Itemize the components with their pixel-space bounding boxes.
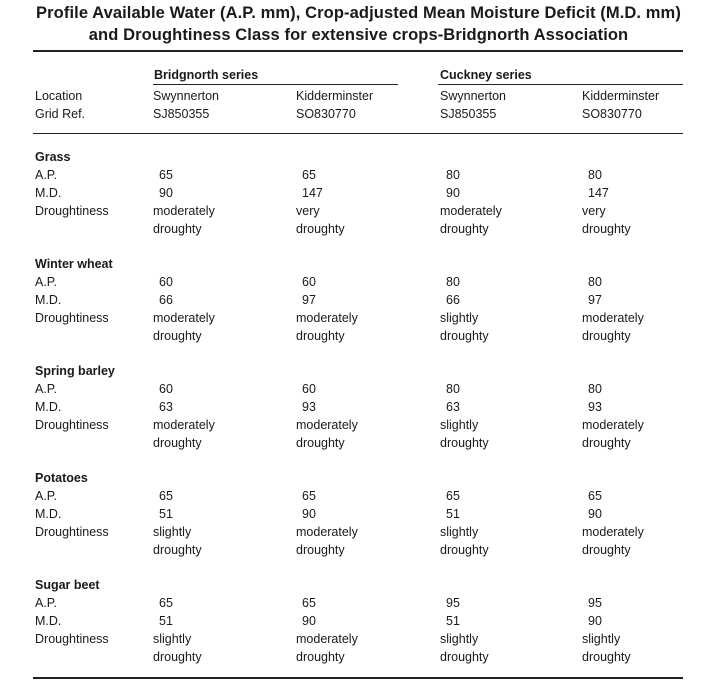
series-rule-cuckney <box>438 84 683 85</box>
droughtiness-row <box>0 309 717 327</box>
table-cell: moderately <box>582 418 644 432</box>
table-cell: 90 <box>302 614 316 628</box>
table-cell: moderately <box>153 204 215 218</box>
table-cell: 51 <box>159 614 173 628</box>
crop-name: Sugar beet <box>35 578 100 592</box>
table-cell: 80 <box>446 275 460 289</box>
table-cell: slightly <box>440 525 479 539</box>
table-cell: moderately <box>582 311 644 325</box>
table-cell: droughty <box>440 650 489 664</box>
md-row <box>0 612 717 630</box>
table-cell: droughty <box>440 543 489 557</box>
row-label: A.P. <box>35 168 58 182</box>
table-cell: 51 <box>446 614 460 628</box>
table-cell: moderately <box>153 311 215 325</box>
series-rule-bridgnorth <box>153 84 398 85</box>
table-cell: slightly <box>440 418 479 432</box>
table-cell: 90 <box>159 186 173 200</box>
md-row <box>0 398 717 416</box>
table-cell: droughty <box>153 222 202 236</box>
table-cell: 90 <box>588 614 602 628</box>
grid-ref-cell: SO830770 <box>582 107 642 121</box>
row-label: Droughtiness <box>35 311 109 325</box>
table-cell: 65 <box>159 168 173 182</box>
table-cell: slightly <box>440 632 479 646</box>
table-cell: droughty <box>582 650 631 664</box>
table-cell: slightly <box>153 632 192 646</box>
table-cell: 97 <box>302 293 316 307</box>
grid-ref-cell: SJ850355 <box>153 107 210 121</box>
crop-name: Winter wheat <box>35 257 113 271</box>
droughtiness-row <box>0 523 717 541</box>
ap-row <box>0 166 717 184</box>
row-label: A.P. <box>35 596 58 610</box>
location-cell: Swynnerton <box>440 89 507 103</box>
row-label: M.D. <box>35 614 62 628</box>
row-label: Droughtiness <box>35 525 109 539</box>
table-cell: 93 <box>302 400 316 414</box>
table-cell: very <box>296 204 320 218</box>
row-label: Droughtiness <box>35 632 109 646</box>
table-cell: 147 <box>588 186 609 200</box>
table-cell: droughty <box>440 222 489 236</box>
table-cell: slightly <box>440 311 479 325</box>
row-label: M.D. <box>35 400 62 414</box>
grid-ref-cell: SO830770 <box>296 107 356 121</box>
row-label: M.D. <box>35 293 62 307</box>
table-cell: 90 <box>446 186 460 200</box>
location-header-row <box>0 87 717 105</box>
table-cell: 60 <box>302 275 316 289</box>
ap-row <box>0 594 717 612</box>
droughtiness-row-cont <box>0 541 717 559</box>
md-row <box>0 505 717 523</box>
table-cell: 65 <box>159 489 173 503</box>
crop-name: Potatoes <box>35 471 88 485</box>
table-cell: slightly <box>582 632 621 646</box>
table-cell: droughty <box>440 329 489 343</box>
title-line-1: Profile Available Water (A.P. mm), Crop-adjusted Mean Moisture Deficit (M.D. mm) <box>36 4 681 22</box>
table-cell: 65 <box>302 596 316 610</box>
series-heading-cuckney: Cuckney series <box>440 68 532 82</box>
row-label: Droughtiness <box>35 418 109 432</box>
row-label: A.P. <box>35 489 58 503</box>
table-cell: 65 <box>302 168 316 182</box>
row-label: M.D. <box>35 507 62 521</box>
droughtiness-row-cont <box>0 327 717 345</box>
table-cell: moderately <box>296 525 358 539</box>
table-cell: 65 <box>302 489 316 503</box>
row-label: A.P. <box>35 275 58 289</box>
ap-row <box>0 380 717 398</box>
md-row <box>0 184 717 202</box>
ap-row <box>0 273 717 291</box>
series-heading-bridgnorth: Bridgnorth series <box>154 68 259 82</box>
md-row <box>0 291 717 309</box>
table-title <box>0 2 717 46</box>
table-cell: 80 <box>588 382 602 396</box>
location-label: Location <box>35 89 83 103</box>
ap-row <box>0 487 717 505</box>
grid-ref-cell: SJ850355 <box>440 107 497 121</box>
droughtiness-row-cont <box>0 434 717 452</box>
row-label: M.D. <box>35 186 62 200</box>
table-cell: 65 <box>446 489 460 503</box>
table-cell: droughty <box>153 543 202 557</box>
table-cell: 51 <box>159 507 173 521</box>
table-cell: 65 <box>159 596 173 610</box>
location-cell: Kidderminster <box>582 89 660 103</box>
header-rule <box>33 133 683 134</box>
location-cell: Swynnerton <box>153 89 220 103</box>
table-cell: 95 <box>588 596 602 610</box>
table-cell: 80 <box>588 275 602 289</box>
top-rule <box>33 50 683 52</box>
title-line-2: and Droughtiness Class for extensive crops-Bridgnorth Association <box>88 26 629 44</box>
table-cell: droughty <box>582 329 631 343</box>
bottom-rule <box>33 677 683 679</box>
table-cell: 95 <box>446 596 460 610</box>
table-cell: droughty <box>296 329 345 343</box>
droughtiness-row <box>0 202 717 220</box>
table-cell: droughty <box>296 436 345 450</box>
table-cell: moderately <box>296 418 358 432</box>
table-cell: moderately <box>582 525 644 539</box>
droughtiness-row-cont <box>0 648 717 666</box>
table-cell: moderately <box>153 418 215 432</box>
table-cell: moderately <box>296 311 358 325</box>
table-cell: 51 <box>446 507 460 521</box>
table-cell: droughty <box>440 436 489 450</box>
droughtiness-row <box>0 630 717 648</box>
table-cell: 90 <box>302 507 316 521</box>
crop-name: Grass <box>35 150 71 164</box>
grid-ref-header-row <box>0 105 717 123</box>
row-label: A.P. <box>35 382 58 396</box>
table-cell: 60 <box>159 382 173 396</box>
table-cell: droughty <box>153 650 202 664</box>
table-cell: 80 <box>446 382 460 396</box>
row-label: Droughtiness <box>35 204 109 218</box>
table-cell: 63 <box>159 400 173 414</box>
crop-name: Spring barley <box>35 364 115 378</box>
table-cell: 80 <box>588 168 602 182</box>
table-cell: droughty <box>582 543 631 557</box>
table-cell: droughty <box>153 329 202 343</box>
droughtiness-row-cont <box>0 220 717 238</box>
table-cell: 80 <box>446 168 460 182</box>
table-cell: droughty <box>582 436 631 450</box>
grid-ref-label: Grid Ref. <box>35 107 86 121</box>
table-cell: droughty <box>582 222 631 236</box>
table-cell: droughty <box>153 436 202 450</box>
table-cell: 60 <box>302 382 316 396</box>
table-cell: slightly <box>153 525 192 539</box>
location-cell: Kidderminster <box>296 89 374 103</box>
table-cell: droughty <box>296 650 345 664</box>
table-cell: 66 <box>159 293 173 307</box>
table-cell: 93 <box>588 400 602 414</box>
table-cell: droughty <box>296 222 345 236</box>
table-cell: 63 <box>446 400 460 414</box>
table-cell: moderately <box>296 632 358 646</box>
table-cell: 147 <box>302 186 323 200</box>
table-cell: droughty <box>296 543 345 557</box>
table-cell: very <box>582 204 606 218</box>
table-cell: 66 <box>446 293 460 307</box>
table-cell: moderately <box>440 204 502 218</box>
table-cell: 97 <box>588 293 602 307</box>
table-cell: 60 <box>159 275 173 289</box>
droughtiness-row <box>0 416 717 434</box>
table-cell: 65 <box>588 489 602 503</box>
table-cell: 90 <box>588 507 602 521</box>
